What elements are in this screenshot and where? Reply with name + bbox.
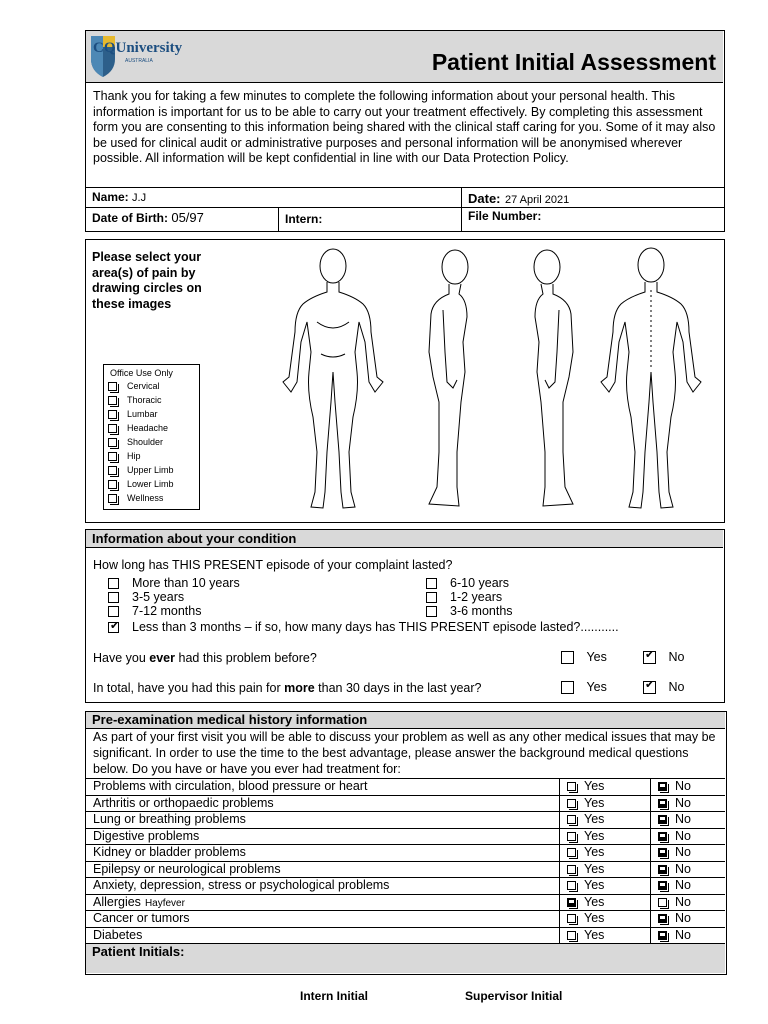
history-row	[86, 811, 725, 828]
history-yes-label: Yes	[584, 779, 605, 793]
office-use-checkbox[interactable]	[108, 438, 117, 447]
office-use-item-label: Lumbar	[127, 409, 158, 419]
history-yes-checkbox[interactable]	[567, 865, 576, 874]
history-no-option[interactable]	[658, 911, 691, 926]
history-no-label: No	[675, 878, 691, 892]
file-number-label[interactable]: File Number:	[468, 209, 542, 223]
history-row	[86, 828, 725, 845]
history-no-checkbox[interactable]	[658, 815, 667, 824]
history-yes-checkbox[interactable]	[567, 782, 576, 791]
duration-checkbox[interactable]	[426, 578, 437, 589]
history-yes-checkbox[interactable]	[567, 898, 576, 907]
body-diagram[interactable]	[261, 242, 721, 520]
office-use-item[interactable]	[108, 465, 174, 475]
duration-checkbox[interactable]	[108, 622, 119, 633]
duration-label: 3-6 months	[450, 604, 513, 618]
history-row	[86, 844, 725, 861]
date-value: 27 April 2021	[504, 194, 570, 206]
office-use-checkbox[interactable]	[108, 382, 117, 391]
history-row-label: Kidney or bladder problems	[93, 845, 246, 859]
history-row-label: Problems with circulation, blood pressure or heart	[93, 779, 368, 793]
history-row-label: Lung or breathing problems	[93, 812, 246, 826]
thirty-no-checkbox[interactable]	[643, 681, 656, 694]
duration-checkbox[interactable]	[108, 578, 119, 589]
history-row-label: Diabetes	[93, 927, 143, 942]
history-row-label: Epilepsy or neurological problems	[93, 861, 281, 876]
history-no-option[interactable]	[658, 796, 691, 811]
dob-label: Date of Birth:	[92, 211, 168, 225]
history-yes-label: Yes	[584, 845, 605, 859]
history-row-note: Hayfever	[144, 897, 185, 909]
title-bar	[86, 31, 723, 83]
history-yes-option[interactable]	[567, 895, 604, 910]
duration-label: Less than 3 months – if so, how many days has THIS PRESENT episode lasted?...........	[132, 620, 619, 634]
office-use-item[interactable]	[108, 451, 141, 461]
office-use-checkbox[interactable]	[108, 494, 117, 503]
office-use-item[interactable]	[108, 395, 162, 405]
ever-no-checkbox[interactable]	[643, 651, 656, 664]
body-back-figure	[601, 248, 701, 508]
name-field[interactable]	[92, 190, 146, 204]
duration-option[interactable]	[108, 590, 184, 604]
office-use-checkbox[interactable]	[108, 410, 117, 419]
duration-option[interactable]	[426, 576, 509, 590]
history-yes-option[interactable]	[567, 862, 604, 877]
history-yes-checkbox[interactable]	[567, 881, 576, 890]
duration-label: 7-12 months	[132, 604, 202, 618]
history-no-label: No	[675, 861, 691, 876]
history-yes-checkbox[interactable]	[567, 799, 576, 808]
duration-question: How long has THIS PRESENT episode of your complaint lasted?	[93, 558, 453, 572]
history-yes-label: Yes	[584, 828, 605, 843]
history-no-label: No	[675, 894, 691, 909]
ever-question: Have you ever had this problem before?	[93, 651, 317, 665]
condition-heading: Information about your condition	[86, 530, 723, 548]
history-row-label: Arthritis or orthopaedic problems	[93, 795, 274, 810]
office-use-checkbox[interactable]	[108, 396, 117, 405]
history-yes-checkbox[interactable]	[567, 914, 576, 923]
office-use-item-label: Hip	[127, 451, 141, 461]
history-yes-checkbox[interactable]	[567, 832, 576, 841]
thirty-days-question: In total, have you had this pain for more than 30 days in the last year?	[93, 681, 482, 695]
duration-checkbox[interactable]	[108, 606, 119, 617]
history-no-checkbox[interactable]	[658, 832, 667, 841]
logo-subtext: AUSTRALIA	[125, 58, 153, 64]
office-use-item[interactable]	[108, 423, 168, 433]
office-use-item-label: Thoracic	[127, 395, 162, 405]
history-heading: Pre-examination medical history information	[86, 712, 725, 729]
duration-option[interactable]	[426, 604, 513, 618]
date-field[interactable]	[468, 190, 569, 208]
history-row	[86, 894, 725, 911]
history-no-option[interactable]	[658, 895, 691, 910]
history-no-label: No	[675, 779, 691, 793]
date-label: Date:	[468, 191, 501, 206]
office-use-item-label: Headache	[127, 423, 169, 433]
history-no-label: No	[675, 795, 691, 810]
office-use-checkbox[interactable]	[108, 452, 117, 461]
office-use-item-label: Cervical	[127, 381, 160, 391]
thirty-yes-option[interactable]: Yes	[561, 680, 607, 694]
history-yes-label: Yes	[584, 894, 605, 909]
history-row-label: Digestive problems	[93, 828, 200, 843]
history-yes-checkbox[interactable]	[567, 848, 576, 857]
history-no-label: No	[675, 911, 691, 925]
history-no-checkbox[interactable]	[658, 848, 667, 857]
duration-label: 1-2 years	[450, 590, 503, 604]
office-use-checkbox[interactable]	[108, 466, 117, 475]
history-no-option[interactable]	[658, 829, 691, 844]
history-no-checkbox[interactable]	[658, 782, 667, 791]
office-use-item-label: Wellness	[127, 493, 164, 503]
intern-label[interactable]: Intern:	[285, 212, 323, 226]
thirty-yes-checkbox[interactable]	[561, 681, 574, 694]
patient-initials-label: Patient Initials:	[92, 944, 185, 959]
intern-initial-label: Intern Initial	[300, 989, 369, 1003]
office-use-item[interactable]	[108, 437, 163, 447]
history-yes-checkbox[interactable]	[567, 815, 576, 824]
history-no-label: No	[675, 812, 691, 826]
logo	[89, 33, 183, 79]
history-row	[86, 861, 725, 878]
history-no-checkbox[interactable]	[658, 881, 667, 890]
dob-value: 05/97	[171, 210, 204, 225]
history-no-checkbox[interactable]	[658, 931, 667, 940]
history-row-label: Anxiety, depression, stress or psychological problems	[93, 878, 390, 892]
history-no-label: No	[675, 828, 691, 843]
office-use-item-label: Upper Limb	[127, 465, 174, 475]
history-yes-option[interactable]	[567, 796, 604, 811]
history-row	[86, 910, 725, 927]
history-yes-label: Yes	[584, 812, 605, 826]
office-use-item[interactable]	[108, 479, 174, 489]
ever-yes-checkbox[interactable]	[561, 651, 574, 664]
history-no-label: No	[675, 845, 691, 859]
duration-option[interactable]	[108, 576, 240, 590]
supervisor-initial-label: Supervisor Initial	[465, 989, 563, 1003]
duration-checkbox[interactable]	[108, 592, 119, 603]
office-use-item[interactable]	[108, 409, 158, 419]
history-yes-label: Yes	[584, 795, 605, 810]
history-no-option[interactable]	[658, 878, 691, 893]
office-use-box	[103, 364, 200, 510]
office-use-checkbox[interactable]	[108, 424, 117, 433]
history-no-checkbox[interactable]	[658, 799, 667, 808]
patient-initials-field[interactable]	[86, 943, 725, 973]
history-no-option[interactable]	[658, 812, 691, 827]
duration-option[interactable]	[426, 590, 502, 604]
history-intro: As part of your first visit you will be able to discuss your problem as well as any other medical issues that may be significant. In order to use the time to the best advantage, please answer the background medical questions below. Do you have or have you ever had treatment for:	[93, 730, 716, 776]
history-yes-label: Yes	[584, 911, 605, 925]
name-label: Name:	[92, 190, 129, 204]
intro-text: Thank you for taking a few minutes to complete the following information about your personal health. This information is important for us to be able to carry out your treatment effectively. By completing this assessment form you are consenting to this information being shared with the clinical staff caring for you. Some of it may also be used for clinical audit or administrative purposes and personal information will be anonymised wherever possible. All information will be kept confidential in line with our Data Protection Policy.	[93, 89, 716, 165]
history-yes-label: Yes	[584, 927, 605, 942]
history-yes-label: Yes	[584, 878, 605, 892]
ever-yes-option[interactable]: Yes	[561, 650, 607, 664]
body-side-right-figure	[429, 250, 468, 506]
dob-field[interactable]	[92, 210, 204, 225]
history-yes-option[interactable]	[567, 911, 604, 926]
duration-label: 3-5 years	[132, 590, 185, 604]
duration-checkbox[interactable]	[426, 606, 437, 617]
history-row-label: Cancer or tumors	[93, 911, 190, 925]
history-row	[86, 927, 725, 944]
history-no-label: No	[675, 927, 691, 942]
name-value: J.J	[132, 192, 147, 204]
duration-label: 6-10 years	[450, 576, 510, 590]
ever-no-option[interactable]: ✔ No	[643, 650, 684, 664]
history-yes-label: Yes	[584, 861, 605, 876]
history-no-option[interactable]	[658, 779, 691, 794]
history-row	[86, 778, 725, 795]
history-no-option[interactable]	[658, 845, 691, 860]
history-row	[86, 877, 725, 894]
office-use-checkbox[interactable]	[108, 480, 117, 489]
body-side-left-figure	[534, 250, 573, 506]
history-no-checkbox[interactable]	[658, 865, 667, 874]
office-use-item-label: Shoulder	[127, 437, 164, 447]
history-yes-option[interactable]	[567, 878, 604, 893]
history-row	[86, 795, 725, 812]
office-use-item-label: Lower Limb	[127, 479, 174, 489]
history-yes-option[interactable]	[567, 779, 604, 794]
history-yes-option[interactable]	[567, 928, 604, 943]
duration-label: More than 10 years	[132, 576, 240, 590]
history-table	[86, 778, 725, 943]
history-yes-option[interactable]	[567, 812, 604, 827]
history-row-label: Allergies	[93, 894, 141, 909]
office-use-title: Office Use Only	[110, 368, 173, 378]
history-box	[85, 711, 727, 975]
office-use-item[interactable]	[108, 493, 163, 503]
history-no-checkbox[interactable]	[658, 898, 667, 907]
body-map-instruction: Please select your area(s) of pain by drawing circles on these images	[92, 250, 202, 311]
header-box	[85, 30, 725, 232]
thirty-no-option[interactable]: ✔ No	[643, 680, 684, 694]
office-use-item[interactable]	[108, 381, 160, 391]
history-yes-option[interactable]	[567, 829, 604, 844]
history-yes-checkbox[interactable]	[567, 931, 576, 940]
logo-text: CQUniversity	[93, 40, 183, 56]
duration-checkbox[interactable]	[426, 592, 437, 603]
condition-box	[85, 529, 725, 703]
duration-option[interactable]	[108, 620, 619, 634]
body-front-figure	[283, 249, 383, 508]
page-title: Patient Initial Assessment	[431, 49, 716, 75]
history-no-checkbox[interactable]	[658, 914, 667, 923]
duration-option[interactable]	[108, 604, 201, 618]
history-no-option[interactable]	[658, 862, 691, 877]
history-yes-option[interactable]	[567, 845, 604, 860]
body-map-box	[85, 239, 725, 523]
history-no-option[interactable]	[658, 928, 691, 943]
